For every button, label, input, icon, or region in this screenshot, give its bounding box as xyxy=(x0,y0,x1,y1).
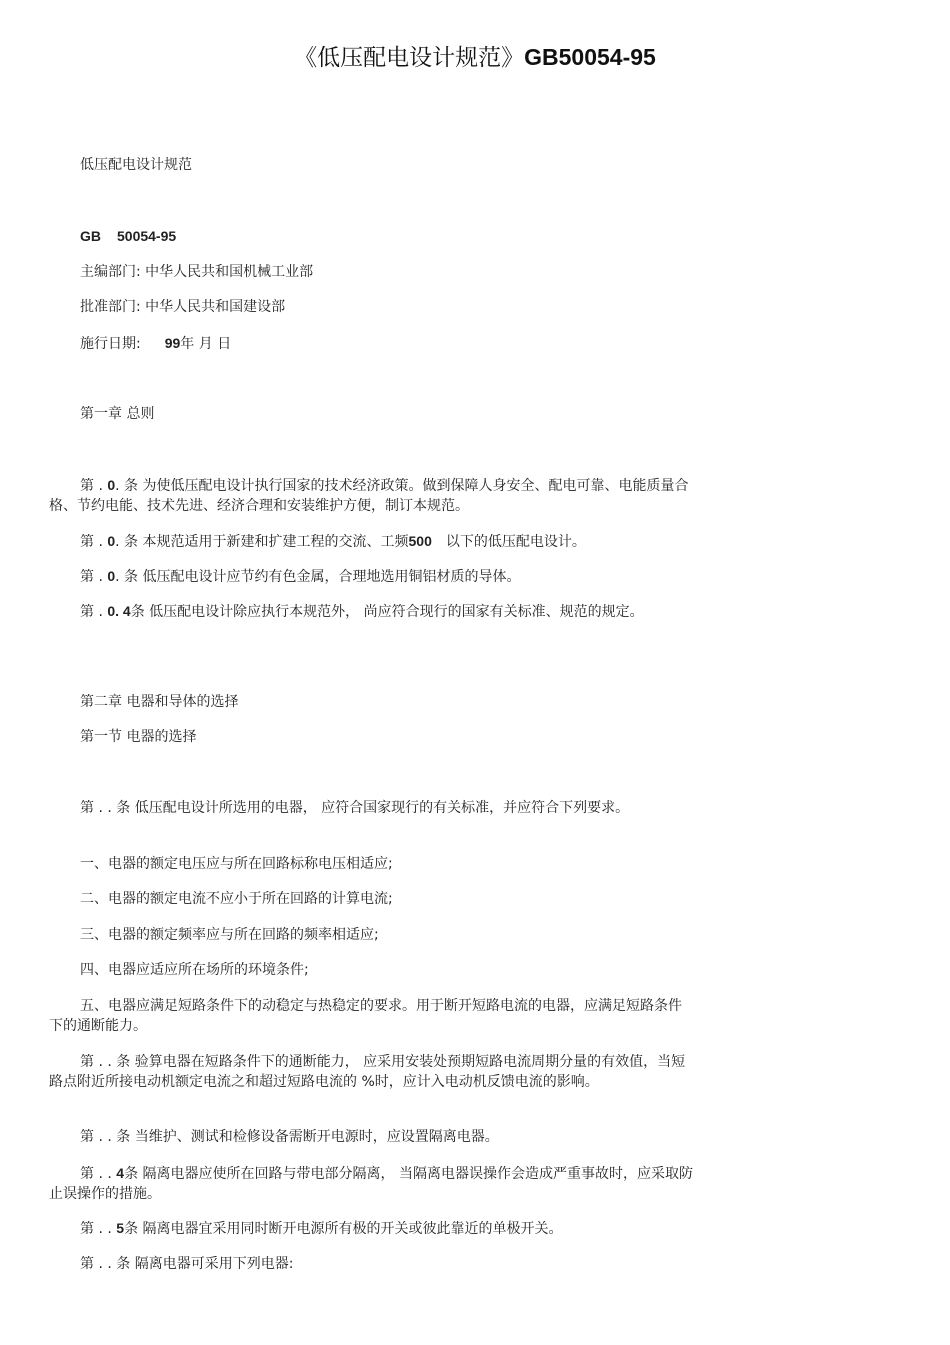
article-1-0-1 xyxy=(49,475,694,516)
effective-date-label: 施行日期: xyxy=(80,336,141,352)
article-1-0-4 xyxy=(49,601,694,622)
chief-department: 主编部门: 中华人民共和国机械工业部 xyxy=(80,264,314,280)
spec-code xyxy=(49,226,725,247)
article-2-1-5 xyxy=(49,1218,725,1239)
chapter-2-heading: 第二章 电器和导体的选择 xyxy=(80,694,239,710)
effective-year: 99 xyxy=(164,335,181,351)
section-1-heading: 第一节 电器的选择 xyxy=(80,729,197,745)
voltage-value: 500 xyxy=(408,533,432,549)
article-number-suffix: . 4 xyxy=(115,603,131,619)
article-text: 条 隔离电器应使所在回路与带电部分隔离， 当隔离电器误操作会造成严重事故时，应采取防止误操作的措施。 xyxy=(49,1166,693,1202)
article-text: . 条 低压配电设计应节约有色金属，合理地选用铜铝材质的导体。 xyxy=(115,569,521,585)
code-number: 50054-95 xyxy=(117,228,177,244)
article-number: 0 xyxy=(107,603,116,619)
effective-date xyxy=(49,333,725,354)
approval-department: 批准部门: 中华人民共和国建设部 xyxy=(80,299,286,315)
document-title xyxy=(0,41,950,74)
article-number: 0 xyxy=(107,477,116,493)
list-item-4: 四、电器应适应所在场所的环境条件; xyxy=(80,962,309,978)
article-text: . 条 为使低压配电设计执行国家的技术经济政策。做到保障人身安全、配电可靠、电能质量合格、节约电能、技术先进、经济合理和安装维护方便，制订本规范。 xyxy=(49,478,689,514)
article-number: 4 xyxy=(116,1165,125,1181)
article-1-0-2 xyxy=(49,531,725,552)
article-prefix: 第 . . xyxy=(80,1166,112,1182)
article-text-end: 以下的低压配电设计。 xyxy=(445,534,586,550)
list-item-2: 二、电器的额定电流不应小于所在回路的计算电流; xyxy=(80,891,393,907)
article-number: 5 xyxy=(116,1220,125,1236)
article-text: 条 隔离电器宜采用同时断开电源所有极的开关或彼此靠近的单极开关。 xyxy=(124,1221,563,1237)
title-code: GB50054-95 xyxy=(524,44,656,70)
list-item-5: 五、电器应满足短路条件下的动稳定与热稳定的要求。用于断开短路电流的电器，应满足短路条件下的通断能力。 xyxy=(49,998,682,1034)
article-text: 条 低压配电设计除应执行本规范外， 尚应符合现行的国家有关标准、规范的规定。 xyxy=(130,604,644,620)
article-number: 0 xyxy=(107,533,116,549)
article-text: . 条 本规范适用于新建和扩建工程的交流、工频 xyxy=(115,534,409,550)
code-prefix: GB xyxy=(80,228,101,244)
article-2-1-4 xyxy=(49,1163,694,1204)
article-prefix: 第 . xyxy=(80,478,103,494)
list-item-3: 三、电器的额定频率应与所在回路的频率相适应; xyxy=(80,927,379,943)
article-2-1-1: 第 . . 条 低压配电设计所选用的电器， 应符合国家现行的有关标准，并应符合下列要求。 xyxy=(80,800,630,816)
article-2-1-6: 第 . . 条 隔离电器可采用下列电器: xyxy=(80,1256,294,1272)
article-1-0-3 xyxy=(49,566,725,587)
article-2-1-3: 第 . . 条 当维护、测试和检修设备需断开电源时，应设置隔离电器。 xyxy=(80,1129,499,1145)
article-2-1-2: 第 . . 条 验算电器在短路条件下的通断能力， 应采用安装处预期短路电流周期分量的有效值，当短路点附近所接电动机额定电流之和超过短路电流的 %时，应计入电动机反馈电流的影响。 xyxy=(49,1054,686,1090)
article-prefix: 第 . . xyxy=(80,1221,112,1237)
chapter-1-heading: 第一章 总则 xyxy=(80,406,155,422)
article-prefix: 第 . xyxy=(80,534,103,550)
title-text: 《低压配电设计规范》 xyxy=(294,45,525,71)
spec-heading: 低压配电设计规范 xyxy=(80,157,192,173)
article-prefix: 第 . xyxy=(80,569,103,585)
article-prefix: 第 . xyxy=(80,604,103,620)
effective-date-rest: 年 月 日 xyxy=(180,336,232,352)
list-item-1: 一、电器的额定电压应与所在回路标称电压相适应; xyxy=(80,856,393,872)
article-number: 0 xyxy=(107,568,116,584)
